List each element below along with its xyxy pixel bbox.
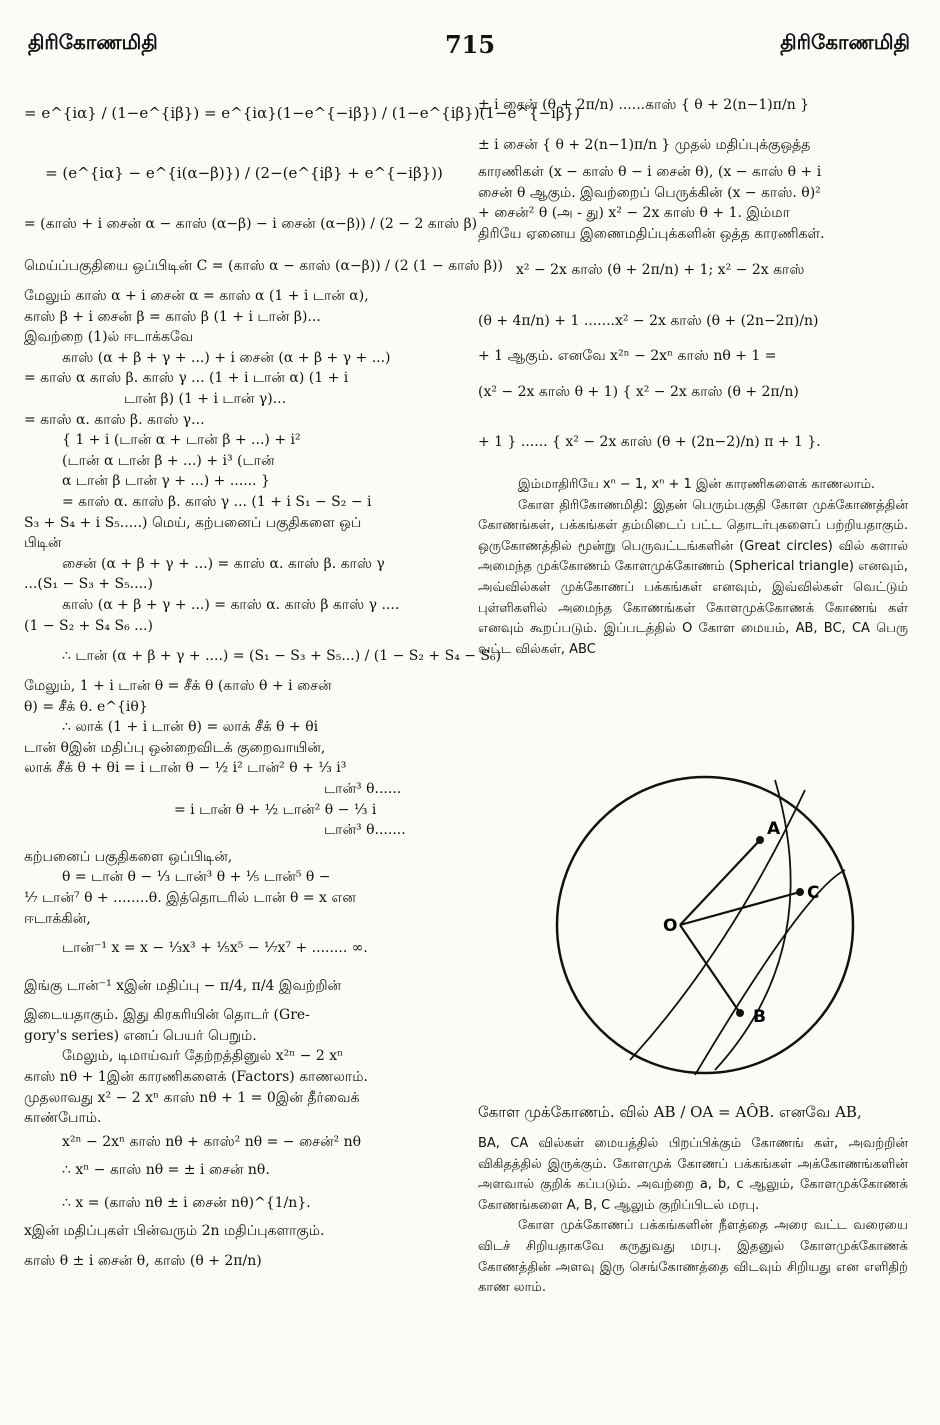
equation-line: டான்⁻¹ x = x − ⅓x³ + ⅕x⁵ − ⅐x⁷ + ........ ∞.: [62, 940, 368, 957]
equation-line: x² − 2x காஸ் (θ + 2π/n) + 1; x² − 2x காஸ்: [516, 262, 805, 279]
text-line: சைன் θ ஆகும். இவற்றைப் பெருக்கின் (x − காஸ். θ)²: [478, 184, 821, 201]
paragraph: இம்மாதிரியே xⁿ − 1, xⁿ + 1 இன் காரணிகளைக் காணலாம்.: [518, 476, 876, 492]
equation-line: ∴ டான் (α + β + γ + ....) = (S₁ − S₃ + S₅...) / (1 − S₂ + S₄ − S₆): [62, 648, 502, 665]
text-line: θ) = சீக் θ. e^{iθ}: [24, 698, 148, 715]
equation-line: θ = டான் θ − ⅓ டான்³ θ + ⅕ டான்⁵ θ −: [62, 869, 331, 886]
equation-line: x²ⁿ − 2xⁿ காஸ் nθ + காஸ்² nθ = − சைன்² nθ: [62, 1133, 362, 1150]
text-line: மேலும் காஸ் α + i சைன் α = காஸ் α (1 + i டான் α),: [24, 288, 369, 304]
vertex-c: [796, 888, 804, 896]
equation-line: லாக் சீக் θ + θi = i டான் θ − ½ i² டான்² θ + ⅓ i³: [24, 760, 347, 777]
equation-line: + 1 } ...... { x² − 2x காஸ் (θ + (2n−2)/n) π + 1 }.: [478, 433, 821, 450]
equation-line: (x² − 2x காஸ் θ + 1) { x² − 2x காஸ் (θ + 2π/n): [478, 383, 799, 400]
text-line: பிடின்: [24, 535, 62, 552]
equation-line: = e^{iα} / (1−e^{iβ}) = e^{iα}(1−e^{−iβ}) / (1−e^{iβ})(1−e^{−iβ}): [24, 104, 580, 122]
equation-line: = (e^{iα} − e^{i(α−β)}) / (2−(e^{iβ} + e^{−iβ})): [45, 164, 443, 182]
text-line: முதலாவது x² − 2 xⁿ காஸ் nθ + 1 = 0இன் தீர்வைக்: [24, 1089, 360, 1106]
equation-line: ...(S₁ − S₃ + S₅....): [24, 576, 153, 593]
spherical-triangle-figure: [555, 770, 855, 1080]
equation-line: α டான் β டான் γ + ...) + ...... }: [62, 473, 270, 490]
equation-line: காஸ் (α + β + γ + ...) + i சைன் (α + β + γ + ...): [62, 349, 391, 366]
sphere-outline: [557, 777, 853, 1073]
equation-line: (டான் α டான் β + ...) + i³ (டான்: [62, 452, 275, 469]
text-line: திரியே ஏனைய இணைமதிப்புக்களின் ஒத்த காரணிகள்.: [478, 225, 825, 242]
right-column: [478, 82, 908, 660]
text-line: காஸ் β + i சைன் β = காஸ் β (1 + i டான் β)...: [24, 308, 321, 325]
equation-line: ∴ xⁿ − காஸ் nθ = ± i சைன் nθ.: [62, 1161, 270, 1178]
equation-line: ∴ லாக் (1 + i டான் θ) = லாக் சீக் θ + θi: [62, 719, 319, 736]
paragraph: BA, CA வில்கள் மையத்தில் பிறப்பிக்கும் கோணங் கள், அவற்றின் விகிதத்தில் இருக்கும். கோளமுக் கோணப் பக்கங்கள் அக்கோணங்களின் அளவால் குறிக் கப்படும். அவற்றை a, b, c ஆலும், கோளமுக்கோணக் கோணங்களை A, B, C ஆலும் குறிப்பிடல் மரபு.: [478, 1136, 908, 1213]
radius-oc: [680, 892, 800, 925]
equation-line: காஸ் (α + β + γ + ...) = காஸ் α. காஸ் β காஸ் γ ....: [62, 596, 400, 613]
text-line: ஈடாக்கின்,: [24, 910, 91, 927]
equation-line: காஸ் θ ± i சைன் θ, காஸ் (θ + 2π/n): [24, 1253, 262, 1270]
label-a: A: [767, 819, 781, 839]
equation-line: சைன் (α + β + γ + ...) = காஸ் α. காஸ் β. காஸ் γ: [62, 555, 385, 572]
paragraph: கோள முக்கோணப் பக்கங்களின் நீளத்தை அரை வட்ட வரையை விடச் சிறியதாகவே கருதுவது மரபு. இதனுல் கோளமுக்கோணக் கோணத்தின் அளவு இரு செங்கோணத்தை விடவும் சிறியது என எளிதிற் காண லாம்.: [478, 1218, 908, 1296]
equation-line: (1 − S₂ + S₄ S₆ ...): [24, 617, 153, 634]
equation-line: ∴ x = (காஸ் nθ ± i சைன் nθ)^{1/n}.: [62, 1194, 311, 1211]
equation-line: இங்கு டான்⁻¹ xஇன் மதிப்பு − π/4, π/4 இவற்றின்: [24, 978, 342, 995]
equation-line: ± i சைன் { θ + 2(n−1)π/n } முதல் மதிப்புக்குஒத்த: [478, 137, 811, 153]
text-line: S₃ + S₄ + i S₅.....) மெய், கற்பனைப் பகுதிகளை ஒப்: [24, 514, 362, 531]
body-text: [478, 1134, 908, 1299]
left-column: [24, 82, 580, 1281]
vertex-b: [736, 1009, 744, 1017]
equation-line: = காஸ் α காஸ் β. காஸ் γ ... (1 + i டான் α) (1 + i: [24, 370, 349, 387]
equation-line: = காஸ் α. காஸ் β. காஸ் γ ... (1 + i S₁ − S₂ − i: [62, 493, 372, 510]
text-line: மேலும், டிமாய்வர் தேற்றத்தினுல் x²ⁿ − 2 xⁿ: [62, 1048, 344, 1065]
label-b: B: [753, 1007, 766, 1027]
text-line: கற்பனைப் பகுதிகளை ஒப்பிடின்,: [24, 848, 233, 865]
vertex-a: [756, 836, 764, 844]
paragraph: கோள திரிகோணமிதி: இதன் பெரும்பகுதி கோள முக்கோணத்தின் கோணங்கள், பக்கங்கள் தம்மிடைப் பட்ட தொடர்புகளைப் பற்றியதாகும். ஒருகோணத்தில் மூன்று பெருவட்டங்களின் (Great circles) வில் களால் அமைந்த முக்கோணம் கோளமுக்கோணம் (Spherical triangle) எனவும், அவ்வில்கள் முக்கோணப் பக்கங்கள் எனவும், இவ்வில்கள் வெட்டும் புள்ளிகளில் அமைந்த கோணங்கள் கோளமுக்கோணக் கோணங் கள் எனவும் கூறப்படும். இப்படத்தில் O கோள மையம், AB, BC, CA பெரு வட்ட வில்கள், ABC: [478, 497, 908, 657]
equation-line: மெய்ப்பகுதியை ஒப்பிடின் C = (காஸ் α − காஸ் (α−β)) / (2 (1 − காஸ் β)): [24, 258, 503, 274]
label-o: O: [663, 916, 678, 936]
equation-line: டான்³ θ......: [324, 781, 402, 798]
text-line: gory's series) எனப் பெயர் பெறும்.: [24, 1027, 257, 1044]
equation-line: { 1 + i (டான் α + டான் β + ...) + i²: [62, 432, 301, 449]
body-text: [478, 475, 908, 660]
equation-line: = i டான் θ + ½ டான்² θ − ⅓ i: [174, 801, 377, 818]
equation-line: ⅐ டான்⁷ θ + ........θ. இத்தொடரில் டான் θ = x என: [24, 890, 356, 907]
equation-line: கோள முக்கோணம். வில் AB / OA = AÔB. எனவே AB,: [478, 1103, 862, 1121]
text-line: இடையதாகும். இது கிரகரியின் தொடர் (Gre-: [24, 1007, 310, 1024]
radius-ob: [680, 925, 740, 1013]
text-line: இவற்றை (1)ல் ஈடாக்கவே: [24, 329, 194, 346]
text-line: + சைன்² θ (அ - து) x² − 2x காஸ் θ + 1. இம்மா: [478, 205, 790, 222]
equation-line: டான்³ θ.......: [324, 822, 406, 839]
text-line: காரணிகள் (x − காஸ் θ − i சைன் θ), (x − காஸ் θ + i: [478, 164, 822, 180]
text-line: xஇன் மதிப்புகள் பின்வரும் 2n மதிப்புகளாகும்.: [24, 1222, 325, 1239]
text-line: காஸ் nθ + 1இன் காரணிகளைக் (Factors) காணலாம்.: [24, 1069, 368, 1085]
equation-line: ± i சைன் (θ + 2π/n) ......காஸ் { θ + 2(n−1)π/n }: [478, 97, 810, 113]
text-line: டான் θஇன் மதிப்பு ஒன்றைவிடக் குறைவாயின்,: [24, 739, 326, 756]
equation-line: (θ + 4π/n) + 1 .......x² − 2x காஸ் (θ + (2n−2π)/n): [478, 313, 819, 330]
text-line: காண்போம்.: [24, 1110, 102, 1127]
equation-line: = (காஸ் + i சைன் α − காஸ் (α−β) − i சைன் (α−β)) / (2 − 2 காஸ் β): [24, 216, 478, 232]
running-header-right: திரிகோணமிதி: [780, 30, 910, 54]
equation-line: = காஸ் α. காஸ் β. காஸ் γ...: [24, 411, 205, 428]
radius-oa: [680, 840, 760, 925]
page-number: 715: [444, 30, 496, 59]
label-c: C: [807, 883, 820, 903]
equation-line: + 1 ஆகும். எனவே x²ⁿ − 2xⁿ காஸ் nθ + 1 =: [478, 348, 777, 365]
equation-line: டான் β) (1 + i டான் γ)...: [124, 390, 287, 407]
post-figure-text: [478, 1090, 908, 1299]
text-line: மேலும், 1 + i டான் θ = சீக் θ (காஸ் θ + i சைன்: [24, 678, 332, 695]
running-header-left: திரிகோணமிதி: [28, 30, 158, 54]
